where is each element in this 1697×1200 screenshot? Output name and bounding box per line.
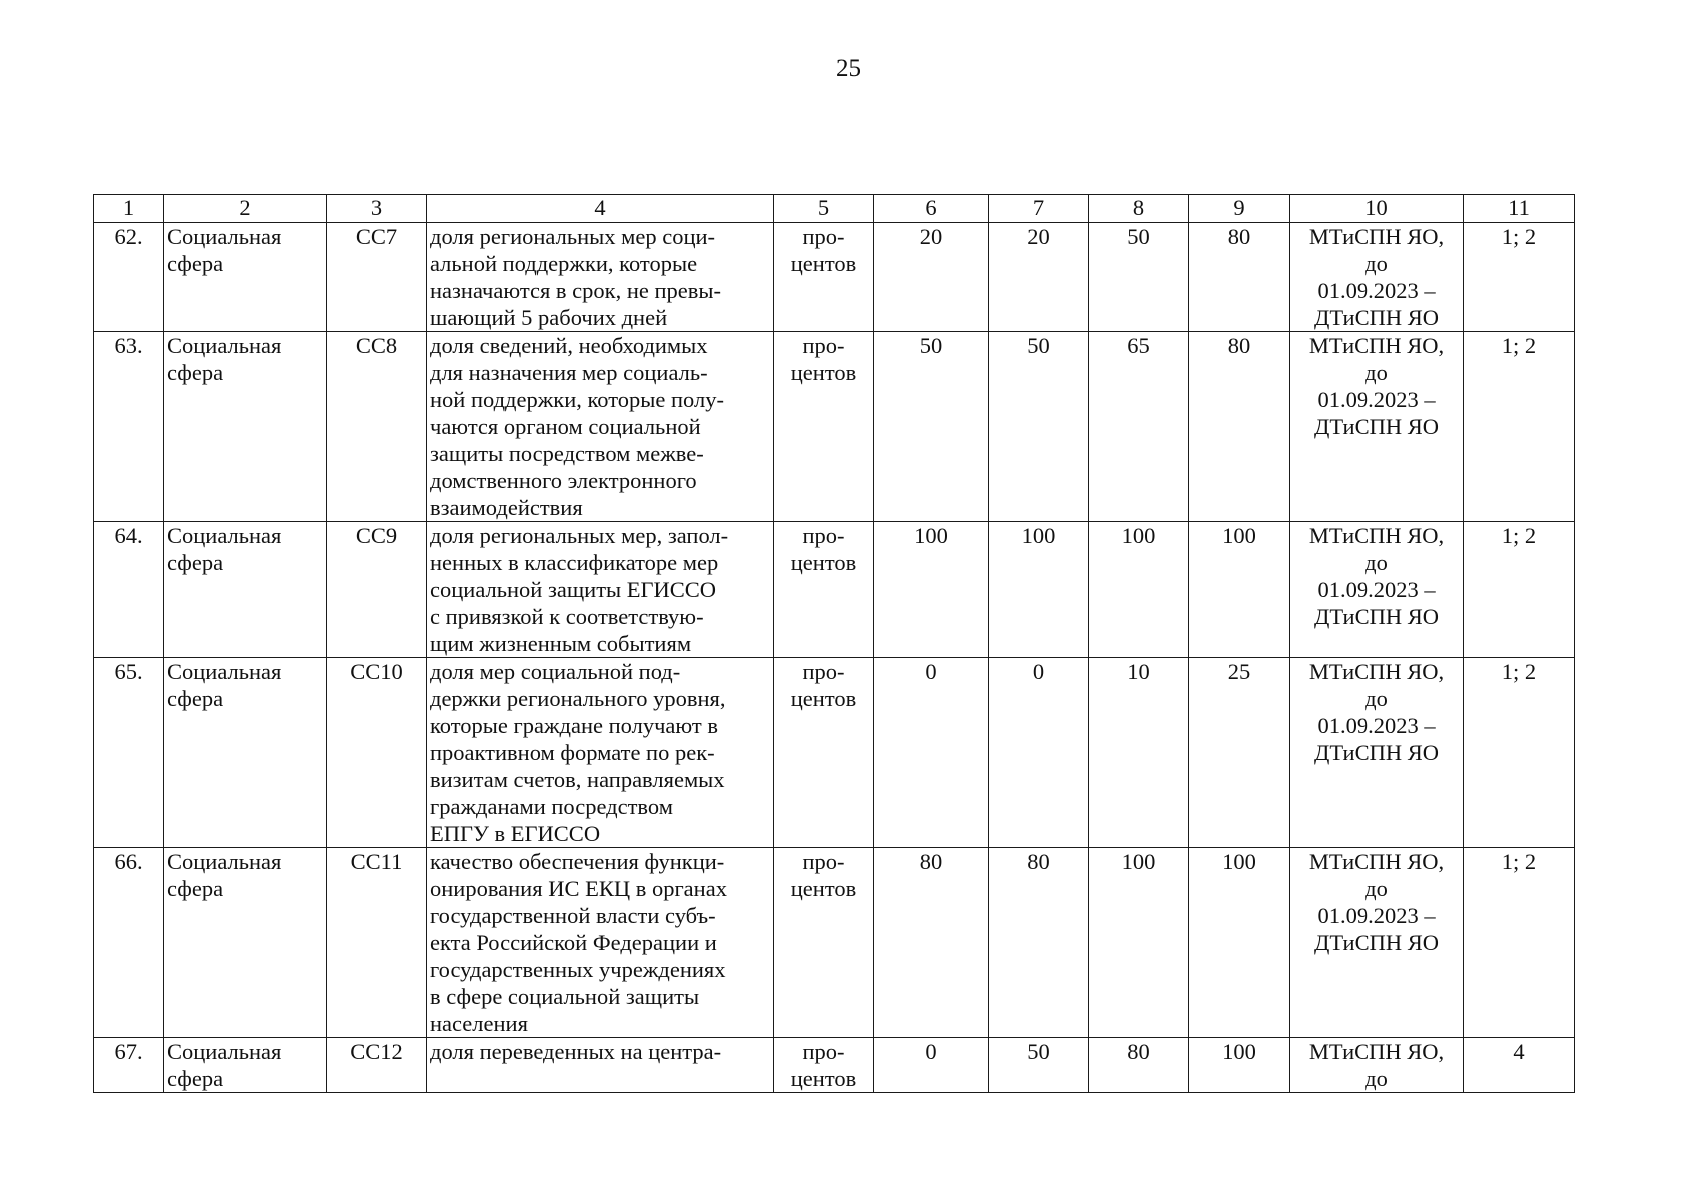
value-cell-col6: 50 bbox=[874, 332, 989, 522]
description-line: взаимодействия bbox=[430, 495, 583, 520]
value-cell-col6: 100 bbox=[874, 522, 989, 658]
unit-cell bbox=[774, 522, 874, 658]
value-cell-col9: 100 bbox=[1189, 848, 1290, 1038]
column-number-cell: 7 bbox=[989, 195, 1089, 223]
responsible-line: МТиСПН ЯО, bbox=[1308, 849, 1445, 874]
value-cell-col7: 50 bbox=[989, 332, 1089, 522]
value-cell-col8: 100 bbox=[1089, 848, 1189, 1038]
value-cell-col6: 80 bbox=[874, 848, 989, 1038]
column-number-cell: 8 bbox=[1089, 195, 1189, 223]
sphere-line: сфера bbox=[167, 1066, 224, 1091]
responsible-line: ДТиСПН ЯО bbox=[1314, 414, 1439, 439]
unit-line: про- bbox=[802, 333, 845, 358]
description-cell bbox=[427, 848, 774, 1038]
table-row bbox=[94, 522, 1575, 658]
responsible-line: ДТиСПН ЯО bbox=[1314, 740, 1439, 765]
description-line: ненных в классификаторе мер bbox=[430, 550, 719, 575]
responsible-line: 01.09.2023 – bbox=[1317, 903, 1436, 928]
description-line: щим жизненным событиям bbox=[430, 631, 692, 656]
unit-cell bbox=[774, 223, 874, 332]
value-cell-col8: 50 bbox=[1089, 223, 1189, 332]
description-cell bbox=[427, 658, 774, 848]
sphere-line: сфера bbox=[167, 251, 224, 276]
description-line: государственных учреждениях bbox=[430, 957, 726, 982]
sphere-line: сфера bbox=[167, 876, 224, 901]
description-line: екта Российской Федерации и bbox=[430, 930, 717, 955]
sphere-line: Социальная bbox=[167, 659, 282, 684]
description-line: визитам счетов, направляемых bbox=[430, 767, 725, 792]
column-number-cell: 3 bbox=[327, 195, 427, 223]
sphere-cell bbox=[164, 848, 327, 1038]
value-cell-col8: 80 bbox=[1089, 1038, 1189, 1093]
description-cell bbox=[427, 223, 774, 332]
value-cell-col6: 20 bbox=[874, 223, 989, 332]
description-line: которые граждане получают в bbox=[430, 713, 718, 738]
responsible-line: 01.09.2023 – bbox=[1317, 278, 1436, 303]
unit-cell bbox=[774, 1038, 874, 1093]
indicator-code-cell: СС10 bbox=[327, 658, 427, 848]
sphere-line: Социальная bbox=[167, 224, 282, 249]
description-line: ной поддержки, которые полу- bbox=[430, 387, 724, 412]
column-number-cell: 2 bbox=[164, 195, 327, 223]
responsible-line: МТиСПН ЯО, bbox=[1308, 333, 1445, 358]
responsible-line: до bbox=[1365, 876, 1388, 901]
description-line: качество обеспечения функци- bbox=[430, 849, 725, 874]
responsible-cell bbox=[1290, 223, 1464, 332]
description-line: с привязкой к соответствую- bbox=[430, 604, 704, 629]
unit-line: центов bbox=[790, 550, 857, 575]
responsible-line: ДТиСПН ЯО bbox=[1314, 930, 1439, 955]
column-number-cell: 6 bbox=[874, 195, 989, 223]
description-line: назначаются в срок, не превы- bbox=[430, 278, 722, 303]
unit-line: центов bbox=[790, 876, 857, 901]
column-number-cell: 11 bbox=[1464, 195, 1575, 223]
value-cell-col9: 100 bbox=[1189, 1038, 1290, 1093]
sphere-line: Социальная bbox=[167, 1039, 282, 1064]
unit-line: про- bbox=[802, 523, 845, 548]
value-cell-col9: 80 bbox=[1189, 332, 1290, 522]
description-line: шающий 5 рабочих дней bbox=[430, 305, 668, 330]
reference-cell: 1; 2 bbox=[1464, 522, 1575, 658]
responsible-line: до bbox=[1365, 360, 1388, 385]
row-number-cell: 64. bbox=[94, 522, 164, 658]
value-cell-col6: 0 bbox=[874, 658, 989, 848]
reference-cell: 4 bbox=[1464, 1038, 1575, 1093]
row-number-cell: 63. bbox=[94, 332, 164, 522]
table-row bbox=[94, 223, 1575, 332]
table-row bbox=[94, 332, 1575, 522]
row-number-cell: 67. bbox=[94, 1038, 164, 1093]
indicators-table bbox=[93, 194, 1575, 1093]
reference-cell: 1; 2 bbox=[1464, 658, 1575, 848]
table-row bbox=[94, 658, 1575, 848]
sphere-line: сфера bbox=[167, 550, 224, 575]
description-line: доля мер социальной под- bbox=[430, 659, 681, 684]
responsible-cell bbox=[1290, 848, 1464, 1038]
description-line: ЕПГУ в ЕГИССО bbox=[430, 821, 601, 846]
indicator-code-cell: СС7 bbox=[327, 223, 427, 332]
column-number-cell: 5 bbox=[774, 195, 874, 223]
indicator-code-cell: СС12 bbox=[327, 1038, 427, 1093]
responsible-cell bbox=[1290, 658, 1464, 848]
responsible-cell bbox=[1290, 522, 1464, 658]
column-number-row bbox=[94, 195, 1575, 223]
description-line: чаются органом социальной bbox=[430, 414, 701, 439]
description-line: доля региональных мер соци- bbox=[430, 224, 716, 249]
description-cell bbox=[427, 1038, 774, 1093]
responsible-line: 01.09.2023 – bbox=[1317, 713, 1436, 738]
unit-cell bbox=[774, 332, 874, 522]
description-line: домственного электронного bbox=[430, 468, 697, 493]
value-cell-col6: 0 bbox=[874, 1038, 989, 1093]
sphere-line: Социальная bbox=[167, 523, 282, 548]
column-number-cell: 1 bbox=[94, 195, 164, 223]
unit-line: про- bbox=[802, 1039, 845, 1064]
unit-line: центов bbox=[790, 251, 857, 276]
description-line: доля региональных мер, запол- bbox=[430, 523, 729, 548]
responsible-line: ДТиСПН ЯО bbox=[1314, 305, 1439, 330]
column-number-cell: 9 bbox=[1189, 195, 1290, 223]
sphere-cell bbox=[164, 223, 327, 332]
description-line: альной поддержки, которые bbox=[430, 251, 698, 276]
reference-cell: 1; 2 bbox=[1464, 223, 1575, 332]
table-row bbox=[94, 848, 1575, 1038]
responsible-line: 01.09.2023 – bbox=[1317, 387, 1436, 412]
value-cell-col9: 25 bbox=[1189, 658, 1290, 848]
unit-line: про- bbox=[802, 224, 845, 249]
unit-cell bbox=[774, 658, 874, 848]
unit-line: центов bbox=[790, 686, 857, 711]
description-line: проактивном формате по рек- bbox=[430, 740, 715, 765]
responsible-line: ДТиСПН ЯО bbox=[1314, 604, 1439, 629]
value-cell-col9: 100 bbox=[1189, 522, 1290, 658]
unit-line: про- bbox=[802, 849, 845, 874]
description-line: держки регионального уровня, bbox=[430, 686, 726, 711]
reference-cell: 1; 2 bbox=[1464, 332, 1575, 522]
sphere-cell bbox=[164, 522, 327, 658]
description-cell bbox=[427, 522, 774, 658]
description-line: гражданами посредством bbox=[430, 794, 673, 819]
responsible-line: 01.09.2023 – bbox=[1317, 577, 1436, 602]
description-line: для назначения мер социаль- bbox=[430, 360, 708, 385]
table-row bbox=[94, 1038, 1575, 1093]
row-number-cell: 66. bbox=[94, 848, 164, 1038]
unit-line: центов bbox=[790, 1066, 857, 1091]
reference-cell: 1; 2 bbox=[1464, 848, 1575, 1038]
value-cell-col7: 50 bbox=[989, 1038, 1089, 1093]
description-line: социальной защиты ЕГИССО bbox=[430, 577, 717, 602]
responsible-cell bbox=[1290, 1038, 1464, 1093]
responsible-line: МТиСПН ЯО, bbox=[1308, 659, 1445, 684]
sphere-line: Социальная bbox=[167, 849, 282, 874]
description-line: защиты посредством межве- bbox=[430, 441, 704, 466]
value-cell-col7: 80 bbox=[989, 848, 1089, 1038]
sphere-cell bbox=[164, 658, 327, 848]
responsible-line: МТиСПН ЯО, bbox=[1308, 523, 1445, 548]
description-line: государственной власти субъ- bbox=[430, 903, 716, 928]
page-number: 25 bbox=[836, 55, 861, 82]
unit-line: про- bbox=[802, 659, 845, 684]
value-cell-col7: 0 bbox=[989, 658, 1089, 848]
row-number-cell: 65. bbox=[94, 658, 164, 848]
responsible-cell bbox=[1290, 332, 1464, 522]
description-cell bbox=[427, 332, 774, 522]
value-cell-col7: 20 bbox=[989, 223, 1089, 332]
value-cell-col8: 65 bbox=[1089, 332, 1189, 522]
responsible-line: до bbox=[1365, 550, 1388, 575]
indicator-code-cell: СС11 bbox=[327, 848, 427, 1038]
description-line: в сфере социальной защиты bbox=[430, 984, 700, 1009]
sphere-cell bbox=[164, 1038, 327, 1093]
indicator-code-cell: СС9 bbox=[327, 522, 427, 658]
value-cell-col9: 80 bbox=[1189, 223, 1290, 332]
responsible-line: до bbox=[1365, 251, 1388, 276]
sphere-line: сфера bbox=[167, 686, 224, 711]
column-number-cell: 4 bbox=[427, 195, 774, 223]
sphere-line: Социальная bbox=[167, 333, 282, 358]
indicator-code-cell: СС8 bbox=[327, 332, 427, 522]
unit-line: центов bbox=[790, 360, 857, 385]
row-number-cell: 62. bbox=[94, 223, 164, 332]
value-cell-col8: 100 bbox=[1089, 522, 1189, 658]
responsible-line: до bbox=[1365, 686, 1388, 711]
responsible-line: МТиСПН ЯО, bbox=[1308, 1039, 1445, 1064]
unit-cell bbox=[774, 848, 874, 1038]
value-cell-col8: 10 bbox=[1089, 658, 1189, 848]
responsible-line: МТиСПН ЯО, bbox=[1308, 224, 1445, 249]
value-cell-col7: 100 bbox=[989, 522, 1089, 658]
description-line: населения bbox=[430, 1011, 528, 1036]
description-line: доля переведенных на центра- bbox=[430, 1039, 722, 1064]
description-line: доля сведений, необходимых bbox=[430, 333, 708, 358]
sphere-line: сфера bbox=[167, 360, 224, 385]
column-number-cell: 10 bbox=[1290, 195, 1464, 223]
description-line: онирования ИС ЕКЦ в органах bbox=[430, 876, 727, 901]
sphere-cell bbox=[164, 332, 327, 522]
responsible-line: до bbox=[1365, 1066, 1388, 1091]
